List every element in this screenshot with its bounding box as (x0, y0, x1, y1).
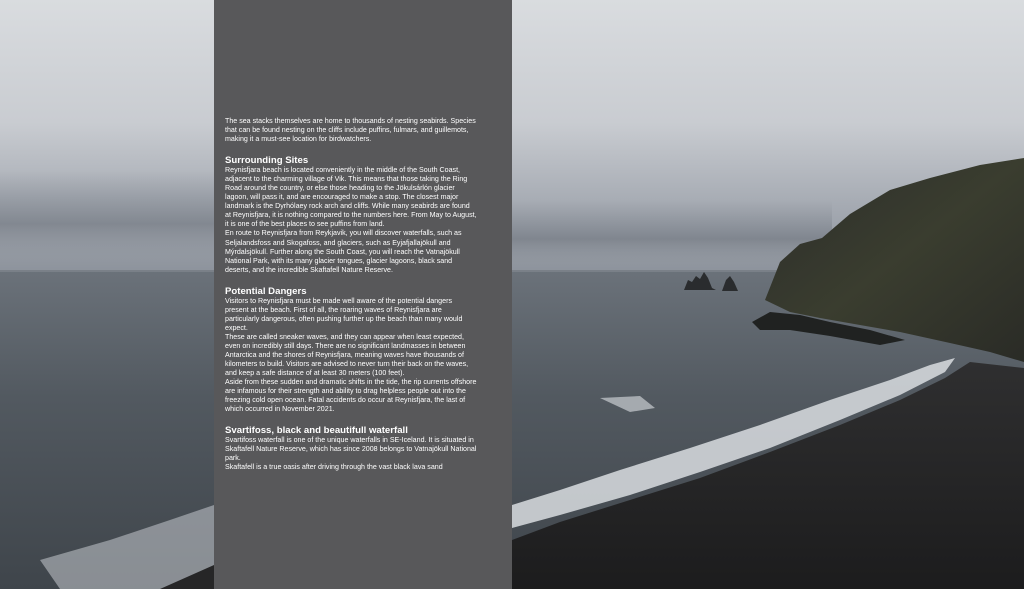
article-text (225, 117, 477, 473)
cloud-band-right (512, 200, 832, 265)
paragraph: Skaftafell is a true oasis after driving through the vast black lava sand (225, 463, 443, 472)
paragraph: Svartifoss waterfall is one of the unique waterfalls in SE-Iceland. It is situated in Skaftafell Nature Reserve, which has since 2008 belongs to Vatnajökull National park. (225, 436, 477, 463)
black-sand-beach (512, 362, 1024, 589)
intro-paragraph: The sea stacks themselves are home to thousands of nesting seabirds. Species that can be found nesting on the cliffs include puffins, fulmars, and guillemots, making it a must-see location for birdwatchers. (225, 117, 476, 144)
paragraph: These are called sneaker waves, and they can appear when least expected, even on incredibly still days. There are no significant landmasses in between Antarctica and the shores of Reynisfjara, meaning waves have thousands of kilometers to build. Visitors are advised to never turn their back on the waves, and keep a safe distance of at least 30 meters (100 feet). (225, 332, 469, 378)
surf-foam-left (40, 505, 214, 589)
paragraph: En route to Reynisfjara from Reykjavik, you will discover waterfalls, such as Seljalandsfoss and Skogafoss, and glaciers, such as Eyjafjallajökull and Mýrdalsjökull. Further along the South Coast, you will reach the Vatnajökull National Park, with its many glacier tongues, glacier lagoons, black sand deserts, and the incredible Skaftafell Nature Reserve. (225, 229, 462, 274)
heading-surrounding-sites: Surrounding Sites (225, 155, 309, 167)
sea-stacks (684, 272, 716, 290)
heading-svartifoss: Svartifoss, black and beautifull waterfall (225, 425, 408, 437)
sea-stack-single (722, 276, 738, 291)
paragraph: Reynisfjara beach is located conveniently in the middle of the South Coast, adjacent to the charming village of Vik. This means that those taking the Ring Road around the country, or else those heading to the Jökulsárlón glacier lagoon, will pass it, and are encouraged to make a stop. The closest major landmark is the Dyrhólaey rock arch and cliffs. While many seabirds are found at Reynisfjara, it is nothing compared to the numbers here. From May to August, it is one of the best places to see puffins from land. (225, 166, 477, 229)
paragraph: Visitors to Reynisfjara must be made well aware of the potential dangers present at the beach. First of all, the roaring waves of Reynisfjara are particularly dangerous, often pushing further up the beach than many would expect. (225, 296, 463, 332)
paragraph: Aside from these sudden and dramatic shifts in the tide, the rip currents offshore are infamous for their strength and ability to drag helpless people out into the freezing cold open ocean. Fatal accidents do occur at Reynisfjara, the last of which occurred in November 2021. (225, 378, 477, 414)
cloud-band-left (0, 170, 214, 260)
wave-foam-small (600, 396, 655, 412)
heading-potential-dangers: Potential Dangers (225, 285, 307, 297)
